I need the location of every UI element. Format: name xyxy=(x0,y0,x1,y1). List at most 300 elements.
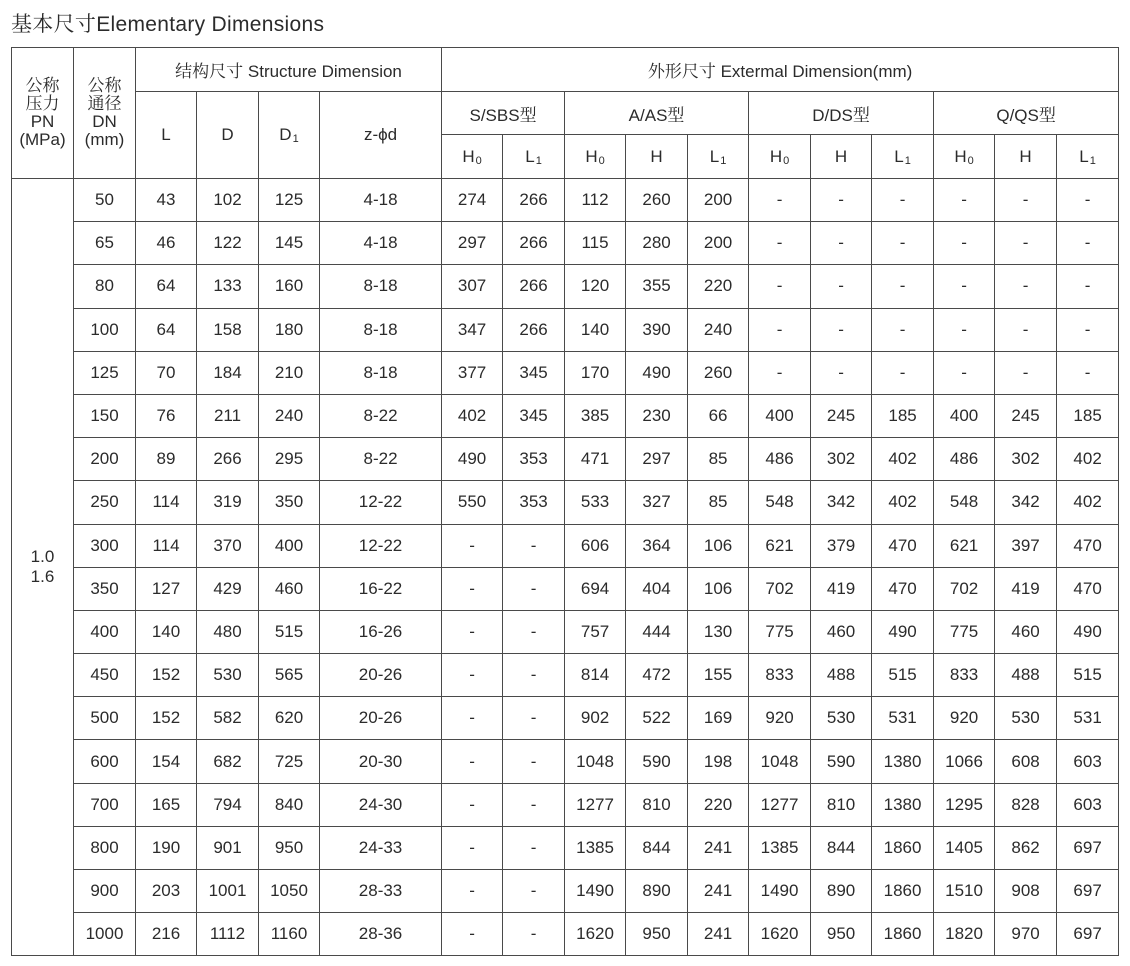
table-cell: - xyxy=(934,308,995,351)
table-cell: 530 xyxy=(811,697,872,740)
table-cell: - xyxy=(934,265,995,308)
table-cell: 16-26 xyxy=(320,610,442,653)
table-cell: 488 xyxy=(811,654,872,697)
table-cell: 240 xyxy=(688,308,749,351)
table-cell: 621 xyxy=(934,524,995,567)
table-cell: 400 xyxy=(749,394,811,437)
table-cell: - xyxy=(442,524,503,567)
table-cell: 950 xyxy=(626,913,688,956)
table-cell: 582 xyxy=(197,697,259,740)
table-cell: 180 xyxy=(259,308,320,351)
table-cell: - xyxy=(749,179,811,222)
col-l-header: L xyxy=(136,92,197,179)
col-bolt-header: z-ϕd xyxy=(320,92,442,179)
table-cell: 794 xyxy=(197,783,259,826)
table-cell: 24-33 xyxy=(320,826,442,869)
table-cell: - xyxy=(442,654,503,697)
table-cell: - xyxy=(872,179,934,222)
dn-cell: 100 xyxy=(74,308,136,351)
table-cell: 1380 xyxy=(872,783,934,826)
s-h0-header: H0 xyxy=(442,135,503,179)
table-cell: 603 xyxy=(1057,740,1119,783)
table-cell: 840 xyxy=(259,783,320,826)
table-cell: 122 xyxy=(197,222,259,265)
dn-cell: 900 xyxy=(74,870,136,913)
table-header xyxy=(12,48,1119,179)
table-row xyxy=(12,481,1119,524)
table-cell: 130 xyxy=(688,610,749,653)
table-cell: - xyxy=(811,265,872,308)
table-cell: 1001 xyxy=(197,870,259,913)
col-d1-header: D1 xyxy=(259,92,320,179)
table-cell: 490 xyxy=(872,610,934,653)
table-cell: 1277 xyxy=(565,783,626,826)
table-cell: 185 xyxy=(872,394,934,437)
table-cell: - xyxy=(749,222,811,265)
table-cell: 342 xyxy=(995,481,1057,524)
table-cell: 621 xyxy=(749,524,811,567)
table-cell: 515 xyxy=(1057,654,1119,697)
table-cell: 402 xyxy=(1057,481,1119,524)
table-cell: 694 xyxy=(565,567,626,610)
table-cell: - xyxy=(872,351,934,394)
table-cell: 970 xyxy=(995,913,1057,956)
table-cell: - xyxy=(442,567,503,610)
table-cell: 200 xyxy=(688,179,749,222)
table-cell: 266 xyxy=(503,222,565,265)
table-cell: 266 xyxy=(197,438,259,481)
table-cell: 106 xyxy=(688,524,749,567)
table-cell: 152 xyxy=(136,697,197,740)
table-cell: - xyxy=(934,179,995,222)
table-cell: - xyxy=(995,351,1057,394)
table-row xyxy=(12,826,1119,869)
pn-value-cell: 1.0 1.6 xyxy=(12,179,74,956)
table-cell: 1066 xyxy=(934,740,995,783)
table-cell: - xyxy=(995,222,1057,265)
table-cell: 402 xyxy=(1057,438,1119,481)
table-cell: 608 xyxy=(995,740,1057,783)
table-cell: 950 xyxy=(811,913,872,956)
table-cell: 353 xyxy=(503,438,565,481)
table-cell: 140 xyxy=(565,308,626,351)
table-cell: 550 xyxy=(442,481,503,524)
table-cell: 245 xyxy=(995,394,1057,437)
table-row xyxy=(12,265,1119,308)
table-cell: - xyxy=(442,826,503,869)
page-title: 基本尺寸Elementary Dimensions xyxy=(11,13,325,36)
table-cell: 216 xyxy=(136,913,197,956)
table-cell: 43 xyxy=(136,179,197,222)
table-cell: - xyxy=(934,222,995,265)
table-cell: 565 xyxy=(259,654,320,697)
table-cell: 114 xyxy=(136,481,197,524)
table-cell: 85 xyxy=(688,481,749,524)
table-cell: 364 xyxy=(626,524,688,567)
table-cell: 515 xyxy=(259,610,320,653)
table-cell: 757 xyxy=(565,610,626,653)
table-cell: - xyxy=(442,740,503,783)
table-cell: 266 xyxy=(503,179,565,222)
table-cell: 260 xyxy=(626,179,688,222)
table-cell: - xyxy=(995,179,1057,222)
table-cell: - xyxy=(503,826,565,869)
table-cell: 470 xyxy=(1057,524,1119,567)
table-row xyxy=(12,308,1119,351)
table-cell: 114 xyxy=(136,524,197,567)
table-cell: 379 xyxy=(811,524,872,567)
table-cell: 4-18 xyxy=(320,222,442,265)
table-cell: 833 xyxy=(749,654,811,697)
table-cell: 125 xyxy=(259,179,320,222)
table-cell: 920 xyxy=(934,697,995,740)
table-cell: 158 xyxy=(197,308,259,351)
table-cell: 620 xyxy=(259,697,320,740)
dimensions-table xyxy=(11,47,1119,956)
dn-cell: 50 xyxy=(74,179,136,222)
table-cell: 920 xyxy=(749,697,811,740)
table-cell: 1048 xyxy=(749,740,811,783)
structure-group-header: 结构尺寸 Structure Dimension xyxy=(136,48,442,92)
table-cell: 319 xyxy=(197,481,259,524)
table-cell: - xyxy=(1057,308,1119,351)
table-cell: 24-30 xyxy=(320,783,442,826)
table-cell: 342 xyxy=(811,481,872,524)
table-cell: 419 xyxy=(995,567,1057,610)
d-h-header: H xyxy=(811,135,872,179)
dn-cell: 250 xyxy=(74,481,136,524)
table-cell: - xyxy=(811,222,872,265)
table-row xyxy=(12,351,1119,394)
table-cell: 127 xyxy=(136,567,197,610)
table-cell: 471 xyxy=(565,438,626,481)
table-cell: 402 xyxy=(872,438,934,481)
table-cell: - xyxy=(503,610,565,653)
dn-cell: 150 xyxy=(74,394,136,437)
table-cell: 470 xyxy=(872,567,934,610)
table-cell: 370 xyxy=(197,524,259,567)
table-cell: 1490 xyxy=(749,870,811,913)
table-cell: 8-18 xyxy=(320,351,442,394)
table-cell: 1112 xyxy=(197,913,259,956)
table-cell: 307 xyxy=(442,265,503,308)
table-cell: - xyxy=(1057,351,1119,394)
table-body xyxy=(12,179,1119,956)
dn-cell: 65 xyxy=(74,222,136,265)
table-cell: 66 xyxy=(688,394,749,437)
table-cell: 350 xyxy=(259,481,320,524)
table-cell: 133 xyxy=(197,265,259,308)
table-cell: 404 xyxy=(626,567,688,610)
table-cell: 145 xyxy=(259,222,320,265)
table-cell: 890 xyxy=(626,870,688,913)
table-cell: 590 xyxy=(626,740,688,783)
table-cell: - xyxy=(995,265,1057,308)
table-cell: 682 xyxy=(197,740,259,783)
table-cell: 1510 xyxy=(934,870,995,913)
table-cell: 390 xyxy=(626,308,688,351)
table-cell: 4-18 xyxy=(320,179,442,222)
table-cell: 102 xyxy=(197,179,259,222)
table-cell: - xyxy=(503,524,565,567)
table-cell: - xyxy=(503,654,565,697)
table-row xyxy=(12,783,1119,826)
table-cell: 345 xyxy=(503,394,565,437)
table-cell: 1385 xyxy=(749,826,811,869)
table-cell: 1160 xyxy=(259,913,320,956)
table-cell: 76 xyxy=(136,394,197,437)
table-cell: 1295 xyxy=(934,783,995,826)
table-cell: 814 xyxy=(565,654,626,697)
table-cell: 89 xyxy=(136,438,197,481)
table-row xyxy=(12,913,1119,956)
table-cell: 1620 xyxy=(749,913,811,956)
table-cell: 8-22 xyxy=(320,438,442,481)
table-cell: 198 xyxy=(688,740,749,783)
dn-cell: 700 xyxy=(74,783,136,826)
table-cell: 241 xyxy=(688,870,749,913)
table-cell: 725 xyxy=(259,740,320,783)
table-cell: 70 xyxy=(136,351,197,394)
table-cell: 1620 xyxy=(565,913,626,956)
table-cell: 400 xyxy=(934,394,995,437)
table-cell: 844 xyxy=(811,826,872,869)
table-cell: 1385 xyxy=(565,826,626,869)
table-row xyxy=(12,222,1119,265)
table-cell: 590 xyxy=(811,740,872,783)
q-h0-header: H0 xyxy=(934,135,995,179)
table-cell: 488 xyxy=(995,654,1057,697)
table-cell: 115 xyxy=(565,222,626,265)
s-l1-header: L1 xyxy=(503,135,565,179)
table-cell: 444 xyxy=(626,610,688,653)
table-row xyxy=(12,394,1119,437)
table-cell: 241 xyxy=(688,826,749,869)
table-cell: 1860 xyxy=(872,870,934,913)
table-cell: 902 xyxy=(565,697,626,740)
table-cell: 419 xyxy=(811,567,872,610)
table-row xyxy=(12,567,1119,610)
table-cell: 548 xyxy=(749,481,811,524)
table-cell: 460 xyxy=(259,567,320,610)
table-cell: 908 xyxy=(995,870,1057,913)
table-cell: 240 xyxy=(259,394,320,437)
table-cell: 106 xyxy=(688,567,749,610)
table-cell: 297 xyxy=(626,438,688,481)
table-cell: 486 xyxy=(934,438,995,481)
d-h0-header: H0 xyxy=(749,135,811,179)
table-cell: 200 xyxy=(688,222,749,265)
dn-cell: 200 xyxy=(74,438,136,481)
table-cell: 46 xyxy=(136,222,197,265)
table-cell: 606 xyxy=(565,524,626,567)
table-cell: 140 xyxy=(136,610,197,653)
table-cell: 530 xyxy=(197,654,259,697)
table-cell: - xyxy=(872,308,934,351)
table-cell: 697 xyxy=(1057,870,1119,913)
table-cell: 470 xyxy=(1057,567,1119,610)
table-cell: 28-36 xyxy=(320,913,442,956)
table-cell: 266 xyxy=(503,265,565,308)
table-cell: 280 xyxy=(626,222,688,265)
table-cell: - xyxy=(503,697,565,740)
table-row xyxy=(12,610,1119,653)
table-cell: 1277 xyxy=(749,783,811,826)
table-cell: - xyxy=(872,265,934,308)
table-cell: 260 xyxy=(688,351,749,394)
table-cell: - xyxy=(749,308,811,351)
table-cell: 385 xyxy=(565,394,626,437)
table-cell: 377 xyxy=(442,351,503,394)
table-cell: 302 xyxy=(811,438,872,481)
table-cell: 844 xyxy=(626,826,688,869)
table-cell: - xyxy=(1057,222,1119,265)
table-cell: 170 xyxy=(565,351,626,394)
table-cell: - xyxy=(1057,265,1119,308)
table-cell: 702 xyxy=(934,567,995,610)
table-cell: 402 xyxy=(872,481,934,524)
table-cell: 1380 xyxy=(872,740,934,783)
table-cell: 531 xyxy=(872,697,934,740)
table-row xyxy=(12,740,1119,783)
table-cell: 190 xyxy=(136,826,197,869)
table-cell: 486 xyxy=(749,438,811,481)
table-cell: - xyxy=(1057,179,1119,222)
table-cell: 8-22 xyxy=(320,394,442,437)
table-cell: 1048 xyxy=(565,740,626,783)
table-cell: 702 xyxy=(749,567,811,610)
a-l1-header: L1 xyxy=(688,135,749,179)
table-cell: 154 xyxy=(136,740,197,783)
table-cell: 490 xyxy=(626,351,688,394)
table-cell: 515 xyxy=(872,654,934,697)
table-cell: 302 xyxy=(995,438,1057,481)
table-cell: - xyxy=(442,870,503,913)
table-cell: 112 xyxy=(565,179,626,222)
table-cell: 397 xyxy=(995,524,1057,567)
table-cell: 472 xyxy=(626,654,688,697)
dn-cell: 125 xyxy=(74,351,136,394)
table-cell: - xyxy=(749,351,811,394)
col-d-header: D xyxy=(197,92,259,179)
external-group-header: 外形尺寸 Extermal Dimension(mm) xyxy=(442,48,1119,92)
table-cell: 203 xyxy=(136,870,197,913)
table-cell: 775 xyxy=(934,610,995,653)
table-cell: 862 xyxy=(995,826,1057,869)
table-cell: 353 xyxy=(503,481,565,524)
table-cell: 530 xyxy=(995,697,1057,740)
table-cell: 480 xyxy=(197,610,259,653)
d-l1-header: L1 xyxy=(872,135,934,179)
table-cell: - xyxy=(995,308,1057,351)
table-cell: 490 xyxy=(442,438,503,481)
table-cell: - xyxy=(811,179,872,222)
table-cell: - xyxy=(503,567,565,610)
table-cell: 460 xyxy=(811,610,872,653)
table-cell: 522 xyxy=(626,697,688,740)
table-cell: - xyxy=(503,913,565,956)
table-cell: 241 xyxy=(688,913,749,956)
table-cell: 12-22 xyxy=(320,524,442,567)
table-cell: 775 xyxy=(749,610,811,653)
table-cell: 169 xyxy=(688,697,749,740)
table-cell: - xyxy=(811,351,872,394)
table-cell: 20-26 xyxy=(320,697,442,740)
table-cell: 210 xyxy=(259,351,320,394)
table-cell: - xyxy=(811,308,872,351)
table-cell: 28-33 xyxy=(320,870,442,913)
table-cell: 400 xyxy=(259,524,320,567)
table-cell: 185 xyxy=(1057,394,1119,437)
table-cell: 697 xyxy=(1057,913,1119,956)
table-cell: 20-30 xyxy=(320,740,442,783)
table-row xyxy=(12,524,1119,567)
table-cell: - xyxy=(934,351,995,394)
dn-cell: 300 xyxy=(74,524,136,567)
table-cell: 245 xyxy=(811,394,872,437)
table-cell: 901 xyxy=(197,826,259,869)
table-cell: 697 xyxy=(1057,826,1119,869)
table-row xyxy=(12,438,1119,481)
table-cell: 950 xyxy=(259,826,320,869)
table-cell: 460 xyxy=(995,610,1057,653)
table-cell: 355 xyxy=(626,265,688,308)
table-cell: 327 xyxy=(626,481,688,524)
table-cell: 533 xyxy=(565,481,626,524)
table-cell: 297 xyxy=(442,222,503,265)
table-cell: 1050 xyxy=(259,870,320,913)
table-cell: 274 xyxy=(442,179,503,222)
table-cell: 184 xyxy=(197,351,259,394)
table-cell: 165 xyxy=(136,783,197,826)
type-d-ds-header: D/DS型 xyxy=(749,92,934,135)
table-cell: 828 xyxy=(995,783,1057,826)
table-cell: 85 xyxy=(688,438,749,481)
table-cell: 211 xyxy=(197,394,259,437)
dn-cell: 400 xyxy=(74,610,136,653)
table-cell: 548 xyxy=(934,481,995,524)
dn-cell: 450 xyxy=(74,654,136,697)
table-cell: 64 xyxy=(136,308,197,351)
type-s-sbs-header: S/SBS型 xyxy=(442,92,565,135)
table-cell: 220 xyxy=(688,783,749,826)
table-cell: 152 xyxy=(136,654,197,697)
table-row xyxy=(12,179,1119,222)
a-h-header: H xyxy=(626,135,688,179)
pn-header: 公称 压力 PN (MPa) xyxy=(12,48,74,179)
table-cell: 155 xyxy=(688,654,749,697)
table-cell: 345 xyxy=(503,351,565,394)
type-a-as-header: A/AS型 xyxy=(565,92,749,135)
table-cell: 120 xyxy=(565,265,626,308)
table-cell: 810 xyxy=(811,783,872,826)
dn-cell: 350 xyxy=(74,567,136,610)
table-cell: 220 xyxy=(688,265,749,308)
table-cell: 12-22 xyxy=(320,481,442,524)
dn-cell: 1000 xyxy=(74,913,136,956)
table-cell: 8-18 xyxy=(320,308,442,351)
table-cell: 20-26 xyxy=(320,654,442,697)
table-cell: 833 xyxy=(934,654,995,697)
dn-cell: 600 xyxy=(74,740,136,783)
table-cell: - xyxy=(503,783,565,826)
table-row xyxy=(12,654,1119,697)
dn-cell: 800 xyxy=(74,826,136,869)
table-cell: 402 xyxy=(442,394,503,437)
table-cell: - xyxy=(442,697,503,740)
table-cell: 1405 xyxy=(934,826,995,869)
table-cell: 890 xyxy=(811,870,872,913)
